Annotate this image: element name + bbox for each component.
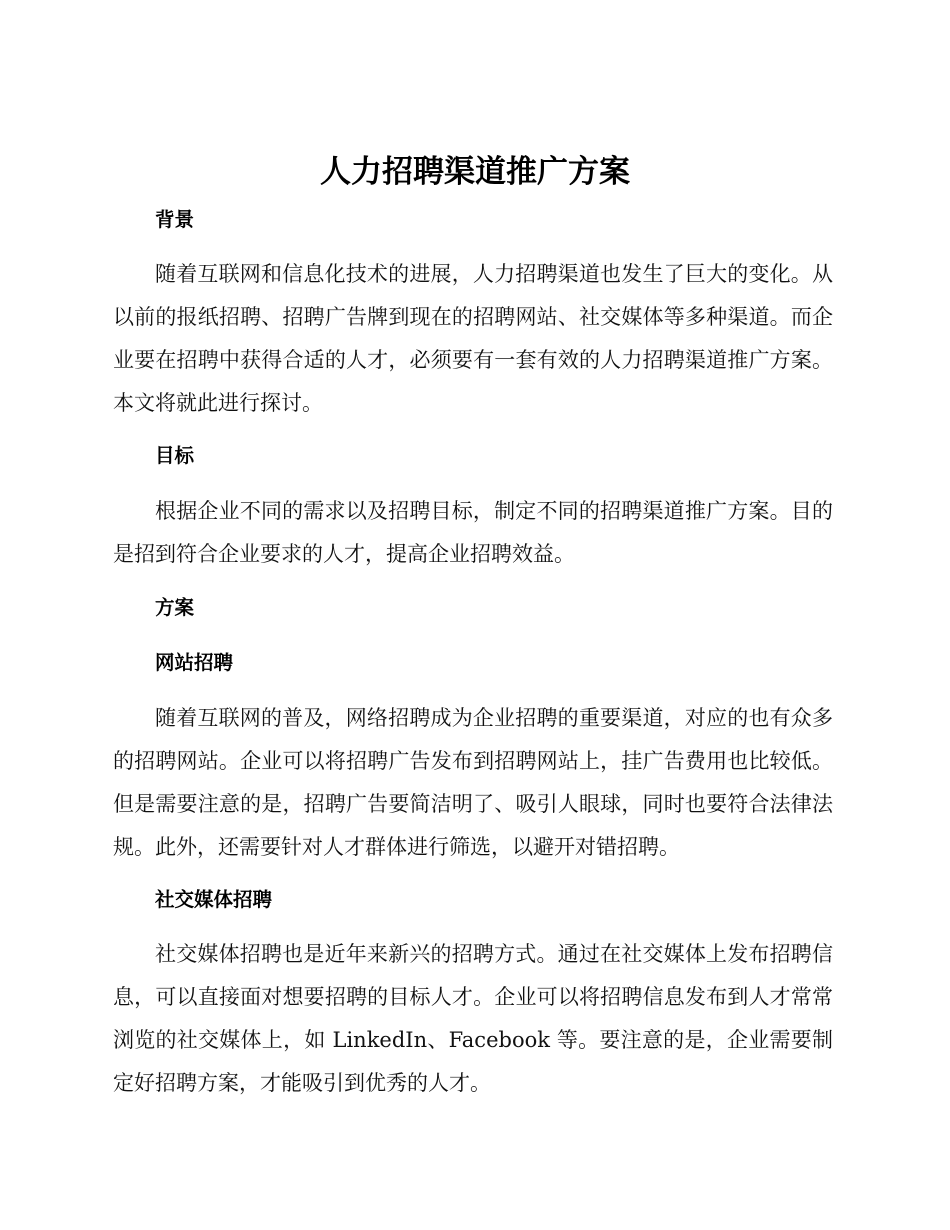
section-paragraph-website-recruiting: 随着互联网的普及，网络招聘成为企业招聘的重要渠道，对应的也有众多的招聘网站。企业可以将招聘广告发布到招聘网站上，挂广告费用也比较低。但是需要注意的是，招聘广告要简洁明了、吸引人眼球，同时也要符合法律法规。此外，还需要针对人才群体进行筛选，以避开对错招聘。 xyxy=(113,706,833,859)
section-heading-goal: 目标 xyxy=(155,444,195,467)
document-title: 人力招聘渠道推广方案 xyxy=(320,154,630,190)
section-paragraph-background: 随着互联网和信息化技术的进展，人力招聘渠道也发生了巨大的变化。从以前的报纸招聘、招聘广告牌到现在的招聘网站、社交媒体等多种渠道。而企业要在招聘中获得合适的人才，必须要有一套有效的人力招聘渠道推广方案。本文将就此进行探讨。 xyxy=(113,262,833,415)
section-heading-background: 背景 xyxy=(155,208,195,231)
section-paragraph-social-media-recruiting: 社交媒体招聘也是近年来新兴的招聘方式。通过在社交媒体上发布招聘信息，可以直接面对想要招聘的目标人才。企业可以将招聘信息发布到人才常常浏览的社交媒体上，如 LinkedIn、Facebook 等。要注意的是，企业需要制定好招聘方案，才能吸引到优秀的人才。 xyxy=(113,942,833,1095)
section-heading-social-media-recruiting: 社交媒体招聘 xyxy=(155,888,273,911)
section-paragraph-goal: 根据企业不同的需求以及招聘目标，制定不同的招聘渠道推广方案。目的是招到符合企业要求的人才，提高企业招聘效益。 xyxy=(113,499,833,566)
section-heading-website-recruiting: 网站招聘 xyxy=(155,651,234,674)
section-heading-plan: 方案 xyxy=(155,596,195,619)
